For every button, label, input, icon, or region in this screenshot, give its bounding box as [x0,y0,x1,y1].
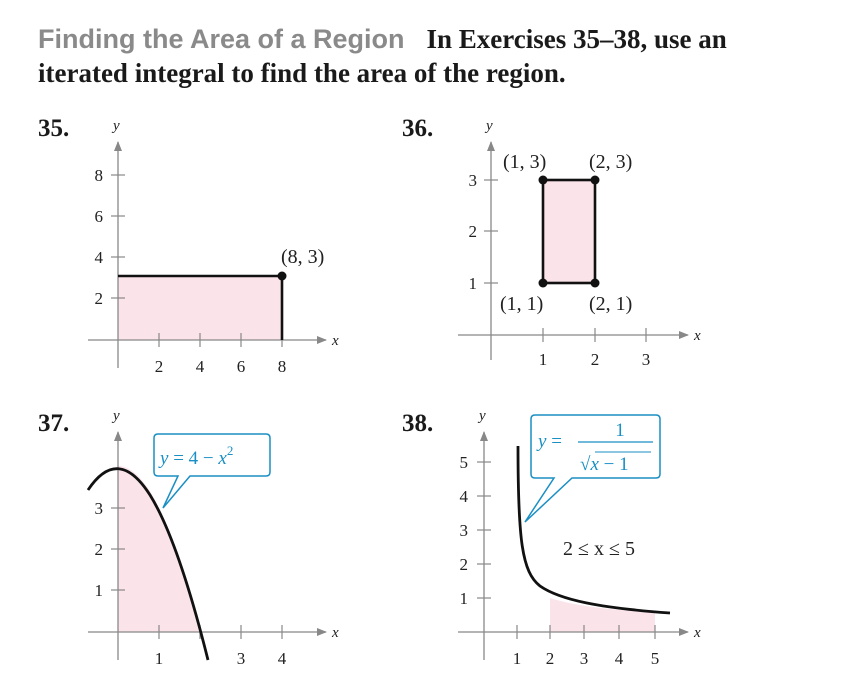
region-38 [550,598,655,632]
instructions-line2: iterated integral to find the area of the region. [38,58,566,88]
graph-35 [88,118,339,376]
x-tick-37-1: 1 [154,649,164,668]
x-tick-36-1: 1 [538,350,548,369]
y-label-38: y [479,408,486,424]
x-tick-37-4: 4 [277,649,287,668]
y-tick-35-2: 2 [94,289,103,308]
x-tick-38-1: 1 [512,649,522,668]
exercise-36-number: 36. [402,115,434,142]
point-36-a [539,176,548,185]
y-tick-36-3: 3 [468,171,477,190]
y-tick-36-1: 1 [468,274,477,293]
equation-37: $y = 4 - x^2$ [160,443,234,469]
y-tick-38-3: 3 [459,521,468,540]
point-35 [278,272,287,281]
region-36 [543,180,595,283]
y-tick-35-6: 6 [94,207,103,226]
x-tick-35-6: 6 [236,357,246,376]
callout-37 [154,434,270,508]
point-36-b [591,176,600,185]
x-tick-36-3: 3 [641,350,651,369]
graph-38 [458,408,701,668]
x-tick-35-4: 4 [195,357,205,376]
y-tick-38-1: 1 [459,589,468,608]
equation-38-numerator: 1 [615,420,625,441]
y-label-37: y [113,408,120,424]
exercise-35-number: 35. [38,115,70,142]
x-tick-35-8: 8 [277,357,287,376]
point-36-d [591,279,600,288]
equation-38-denominator: √x − 1 [580,454,629,475]
y-tick-37-2: 2 [94,540,103,559]
region-35 [118,276,282,340]
x-tick-38-2: 2 [545,649,555,668]
point-label-36-c: (1, 1) [500,293,544,315]
point-label-36-b: (2, 3) [589,151,633,173]
x-tick-38-3: 3 [579,649,589,668]
exercise-38-number: 38. [402,410,434,437]
y-tick-35-8: 8 [94,166,103,185]
x-tick-38-5: 5 [650,649,660,668]
exercise-37-number: 37. [38,410,70,437]
y-tick-38-2: 2 [459,555,468,574]
y-tick-37-3: 3 [94,499,103,518]
y-label-35: y [113,118,120,134]
x-label-37: x [332,625,339,641]
y-tick-38-4: 4 [459,487,468,506]
y-tick-36-2: 2 [468,222,477,241]
instructions-line1: In Exercises 35–38, use an [426,24,727,54]
point-label-35: (8, 3) [281,246,325,268]
graph-37 [88,408,339,668]
x-label-36: x [694,328,701,344]
region-37 [118,466,200,632]
point-label-36-a: (1, 3) [503,151,547,173]
y-tick-35-4: 4 [94,248,103,267]
x-tick-38-4: 4 [614,649,624,668]
condition-38: 2 ≤ x ≤ 5 [563,538,635,560]
section-title: Finding the Area of a Region [38,24,405,54]
point-36-c [539,279,548,288]
x-label-38: x [694,625,701,641]
y-label-36: y [486,118,493,134]
x-label-35: x [332,333,339,349]
x-tick-35-2: 2 [154,357,164,376]
point-label-36-d: (2, 1) [589,293,633,315]
graph-36 [458,118,701,369]
x-tick-37-3: 3 [236,649,246,668]
equation-38-lhs: y = [538,431,562,452]
x-tick-36-2: 2 [590,350,600,369]
y-tick-37-1: 1 [94,581,103,600]
y-tick-38-5: 5 [459,453,468,472]
